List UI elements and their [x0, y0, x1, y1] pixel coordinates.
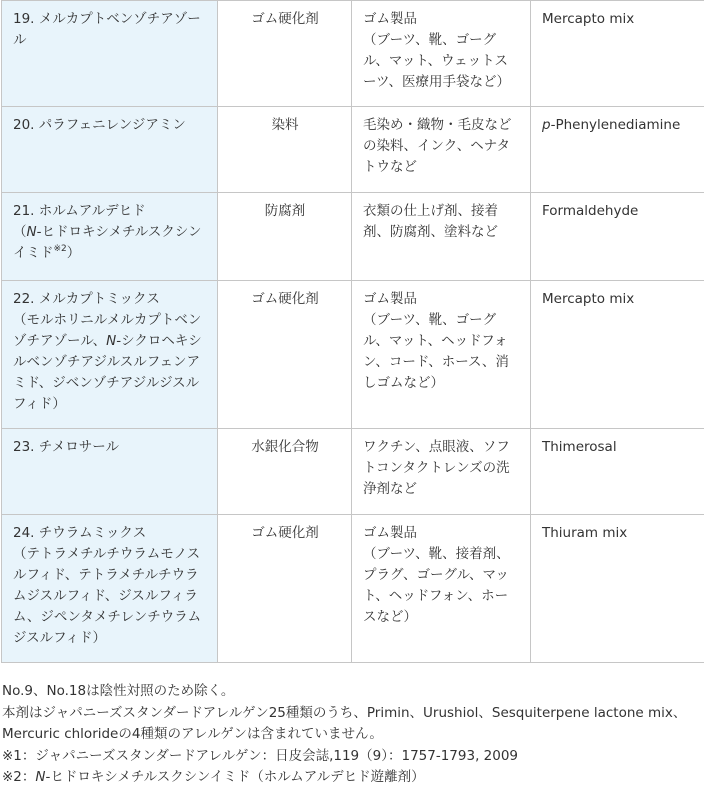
allergen-name-cell: [2, 429, 218, 515]
english-name: Formaldehyde: [542, 203, 639, 219]
allergen-name-detail: -ヒドロキシメチルスクシンイミド: [13, 224, 202, 261]
allergen-name-detail: -シクロヘキシルベンゾチアジルスルフェンアミド、ジベンゾチアジルジスルフィド）: [13, 333, 202, 412]
products-text: ゴム製品: [363, 525, 417, 541]
category-cell: [218, 515, 352, 663]
allergen-name: 23. チメロサール: [13, 439, 119, 455]
products-cell: [352, 281, 531, 429]
allergen-name-cell: [2, 515, 218, 663]
category-text: 水銀化合物: [251, 439, 319, 455]
allergen-name-italic: N: [106, 333, 117, 349]
english-name: -Phenylenediamine: [550, 117, 681, 133]
products-cell: [352, 429, 531, 515]
category-text: 染料: [271, 117, 299, 133]
english-name: Thiuram mix: [542, 525, 628, 541]
products-text: ゴム製品: [363, 11, 417, 27]
english-name-cell: [531, 107, 704, 193]
english-name-cell: [531, 281, 704, 429]
english-name: Mercapto mix: [542, 11, 635, 27]
allergen-name-cell: [2, 193, 218, 281]
english-name-cell: [531, 515, 704, 663]
products-cell: [352, 515, 531, 663]
allergen-name-paren-close: ）: [66, 245, 81, 261]
allergen-name-detail: （モルホリニルメルカプトベンゾチアゾール、: [13, 312, 202, 349]
footnote-prefix: ※2：: [2, 769, 36, 785]
products-detail: （ブーツ、靴、ゴーグル、マット、ヘッドフォン、コード、ホース、消しゴムなど）: [363, 312, 509, 391]
category-cell: [218, 1, 352, 107]
table-row: [2, 193, 704, 281]
footnote-line: No.9、No.18は陰性対照のため除く。: [2, 683, 235, 699]
footnotes: [2, 681, 704, 789]
footnote-line: [2, 767, 704, 789]
allergen-name: 21. ホルムアルデヒド: [13, 203, 146, 219]
allergen-name: 19. メルカプトベンゾチアゾール: [13, 11, 201, 48]
category-text: ゴム硬化剤: [251, 11, 319, 27]
allergen-name-cell: [2, 281, 218, 429]
table-row: [2, 281, 704, 429]
products-detail: （ブーツ、靴、ゴーグル、マット、ウェットスーツ、医療用手袋など）: [363, 32, 511, 90]
category-text: 防腐剤: [264, 203, 306, 219]
english-name-cell: [531, 429, 704, 515]
products-cell: [352, 1, 531, 107]
english-name-cell: [531, 193, 704, 281]
footnote-line: 本剤はジャパニーズスタンダードアレルゲン25種類のうち、Primin、Urushiol、Sesquiterpene lactone mix、Mercuric chlorideの4種類のアレルゲンは含まれていません。: [2, 704, 687, 742]
allergen-table: [1, 0, 704, 663]
allergen-name-paren-open: （: [13, 224, 27, 240]
footnote-italic: N: [35, 769, 46, 785]
table-row: [2, 515, 704, 663]
category-cell: [218, 281, 352, 429]
products-text: ゴム製品: [363, 291, 417, 307]
allergen-name: 22. メルカプトミックス: [13, 291, 160, 307]
allergen-name-cell: [2, 107, 218, 193]
english-name: Thimerosal: [542, 439, 617, 455]
products-text: 衣類の仕上げ剤、接着剤、防腐剤、塗料など: [363, 203, 498, 240]
products-detail: （ブーツ、靴、接着剤、プラグ、ゴーグル、マット、ヘッドフォン、ホースなど）: [363, 546, 510, 625]
allergen-name-cell: [2, 1, 218, 107]
footnote-text: -ヒドロキシメチルスクシンイミド（ホルムアルデヒド遊離剤）: [45, 769, 425, 785]
category-text: ゴム硬化剤: [251, 291, 319, 307]
allergen-name: 24. チウラムミックス: [13, 525, 147, 541]
allergen-name-detail: （テトラメチルチウラムモノスルフィド、テトラメチルチウラムジスルフィド、ジスルフィラム、ジペンタメチレンチウラムジスルフィド）: [13, 546, 202, 646]
category-cell: [218, 429, 352, 515]
english-name-italic: p: [542, 117, 551, 133]
table-row: [2, 107, 704, 193]
english-name-cell: [531, 1, 704, 107]
footnote-marker: ※2: [53, 244, 67, 254]
products-cell: [352, 193, 531, 281]
table-row: [2, 1, 704, 107]
category-cell: [218, 107, 352, 193]
category-cell: [218, 193, 352, 281]
category-text: ゴム硬化剤: [251, 525, 319, 541]
table-row: [2, 429, 704, 515]
english-name: Mercapto mix: [542, 291, 635, 307]
footnote-line: ※1：ジャパニーズスタンダードアレルゲン：日皮会誌,119（9）：1757-1793, 2009: [2, 747, 519, 764]
products-text: 毛染め・織物・毛皮などの染料、インク、ヘナタトウなど: [363, 117, 512, 175]
allergen-name-italic: N: [26, 224, 37, 240]
products-text: ワクチン、点眼液、ソフトコンタクトレンズの洗浄剤など: [363, 439, 510, 497]
allergen-name: 20. パラフェニレンジアミン: [13, 117, 186, 133]
products-cell: [352, 107, 531, 193]
